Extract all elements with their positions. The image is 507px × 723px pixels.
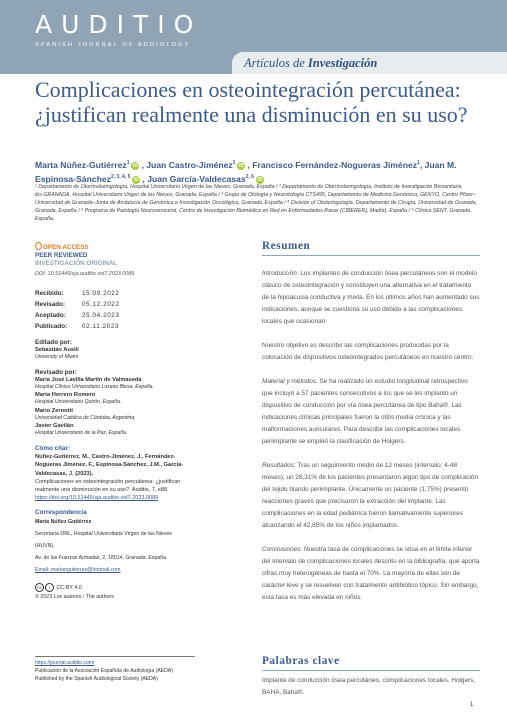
open-access-lock-icon xyxy=(35,242,42,250)
journal-logo: AUDITIO xyxy=(35,10,203,39)
correspondence-address-1: Secretaría ORL, Hospital Universitario Virgen de las Nieves (HUVN), xyxy=(35,531,172,550)
date-value: 15.09.2022 xyxy=(82,290,120,297)
correspondence-name: Marta Núñez Gutiérrez xyxy=(35,519,92,526)
abstract-conclusions xyxy=(262,544,480,604)
date-label: Recibido: xyxy=(35,290,64,297)
peer-reviewed-label: PEER REVIEWED xyxy=(35,252,88,259)
open-access-label xyxy=(35,242,190,251)
date-row xyxy=(35,288,190,299)
publisher-line-en: Published by the Spanish Audiological Society (AEDA) xyxy=(35,676,158,683)
abstract-introduction xyxy=(262,268,480,328)
date-value: 25.04.2023 xyxy=(82,312,120,319)
section-prefix: Artículos de xyxy=(244,56,308,70)
correspondence-block xyxy=(35,509,190,576)
copyright-text: © 2023 Los autores / The authors xyxy=(35,594,114,601)
citation-text: Complicaciones en osteointegración percutánea: ¿justifican realmente una disminución en su uso?. Auditio, 7, e88. xyxy=(35,478,181,493)
editor-block xyxy=(35,339,190,362)
keywords-section xyxy=(262,655,480,671)
keywords-text: Implante de conducción ósea percutáneo, complicaciones locales, Holgers, BAHA, Baha®. xyxy=(262,677,476,696)
citation-label: Cómo citar: xyxy=(35,444,70,452)
reviewer-institution: Universidad Católica de Córdoba, Argentina. xyxy=(35,414,136,421)
date-row xyxy=(35,299,190,310)
affiliations: ¹ Departamento de Otorrinolaringología, Hospital Universitario Virgen de las Nieves, Granada, España / ² Departamento de Otorrinolaringología, Instituto de Investigación Biosanitaria ibs.GRANADA, Hospital Universitario Virgen de las Nieves, Granada, España / ³ Grupo de Otología y Neurotología CTS495, Departamento de Medicina Genómica, GENYO, Centro Pfizer–Universidad de Granada–Junta de Andalucía de Genómica e Investigación Oncológica, Granada, España / ⁴ División of Otolaringología, Departamento de Cirugía, Universidad de Granada, Granada, España / ⁵ Programa de Patología Neurosensorial, Centro de Investigación Biomédica en Red en Enfermedades Raras (CIBERER), Madrid, España / ⁶ Clínica SENT, Granada, España. xyxy=(35,184,478,223)
abstract-objective: Nuestro objetivo es describir las complicaciones producidas por la colocación de dispositivos osteointegrados percutáneos en nuestro centro. xyxy=(262,342,474,361)
author-affil-sup: 2, 6 xyxy=(245,174,254,181)
author-list: Marta Núñez-Gutiérrez$^1$ iD , Juan Castro-Jiménez$^1$ iD , Francisco Fernández-Nogueras Jiménez$^1$, Juan M. Espinosa-Sánchez$^{2, 3, 4, 5}$ iD , Juan García-Valdecasas$^{2, 6}$ iD xyxy=(35,159,457,185)
intro-label: Introducción: xyxy=(262,270,299,277)
methods-text: Se ha realizado un estudio longitudinal retrospectivo que incluyó a 57 pacientes consecutivos a los que se les implantó un dispositivo de conducción por vía ósea percutánea de tipo Baha®. Las indicaciones clínicas principales fueron la otitis media crónica y las malformaciones auriculares. Para describir las complicaciones locales periimplante se empleó la clasificación de Holgers. xyxy=(262,378,468,445)
article-title: Complicaciones en osteointegración percutánea: ¿justifican realmente una disminución en su uso? xyxy=(35,77,468,127)
correspondence-label: Correspondencia xyxy=(35,509,87,517)
orcid-icon[interactable]: iD xyxy=(257,176,263,183)
doi: DOI: 10.51445/sja.auditio.vol7.2023.0089 xyxy=(35,271,135,277)
date-list xyxy=(35,288,190,332)
reviewers-label: Revisado por: xyxy=(35,368,77,376)
author-name: Francisco Fernández-Nogueras Jiménez xyxy=(252,159,418,170)
journal-url-link[interactable]: https://journal.auditio.com/ xyxy=(35,660,95,666)
journal-header xyxy=(0,0,507,74)
license-text: CC-BY 4.0 xyxy=(56,585,82,592)
abstract-heading: Resumen xyxy=(262,240,480,256)
intro-text: Los implantes de conducción ósea percutáneos son el modelo clásico de osteointegración y constituyen una alternativa en el tratamiento de la hipoacusia conductiva y mixta. En los últimos años han aumentado sus indicaciones, aunque se cuestiona su uso debido a las complicaciones locales que ocasionan. xyxy=(262,270,480,325)
keywords-heading: Palabras clave xyxy=(262,655,480,671)
author-affil-sup: 2, 3, 4, 5 xyxy=(110,174,131,181)
orcid-icon[interactable]: iD xyxy=(238,162,244,169)
editor-label: Editado por: xyxy=(35,339,73,346)
results-text: Tras un seguimiento medio de 12 meses (intervalo: 4-48 meses), un 26,31% de los pacientes presentaron algún tipo de complicación del tejido blando periimplante. Únicamente un paciente (1,75%) presentó reacciones graves que precisaron la extracción del implante. Las complicaciones en la edad pediátrica fueron llamativamente superiores alcanzando el 42,85% de los niños implantados. xyxy=(262,462,478,529)
attribution-icon: i xyxy=(45,583,54,592)
conclusions-text: Nuestra tasa de complicaciones se sitúa en el límite inferior del intervalo de complicaciones locales descrito en la bibliografía, que aporta cifras muy heterogéneas de hasta el 70%. La mayoría de ellas son de carácter leve y se resuelven con tratamiento antibiótico tópico. Sin embargo, esta tasa es más elevada en niños. xyxy=(262,546,480,601)
page-number: 1 xyxy=(470,702,474,708)
open-access-text: OPEN ACCESS xyxy=(43,244,89,251)
date-value: 05.12.2022 xyxy=(82,301,120,308)
reviewer-institution: Hospital Clínico Universitario Lozano Blesa, España. xyxy=(35,383,154,390)
reviewer-institution: Hospital Universitario de la Paz, España. xyxy=(35,430,128,437)
author-name: Juan García-Valdecasas xyxy=(147,174,246,185)
date-label: Aceptado: xyxy=(35,312,66,319)
reviewer-name: Javier Gavilán xyxy=(35,423,74,430)
results-label: Resultados: xyxy=(262,462,296,469)
citation-doi-link[interactable]: https://doi.org/10.51445/sja.auditio.vol7.2023.0089 xyxy=(35,495,159,502)
license-block xyxy=(35,583,190,602)
editor-name: Sebastián Ausili xyxy=(35,347,79,353)
article-info-column xyxy=(35,242,190,602)
correspondence-email-link[interactable]: Email: martangutierrez@hotmail.com xyxy=(35,567,121,574)
section-tab xyxy=(232,52,507,74)
correspondence-address-2: Av. de las Fuerzas Armadas, 2, 18014, Granada. España. xyxy=(35,555,168,562)
section-name: Investigación xyxy=(307,56,378,70)
citation-block xyxy=(35,445,190,502)
citation-authors: Núñez-Gutiérrez, M., Castro-Jiménez, J., Fernández-Nogueras Jiménez, F., Espinosa-Sánchez, J.M., García-Valdecasas, J. (2023). xyxy=(35,454,184,477)
methods-label: Material y métodos: xyxy=(262,378,318,385)
date-row xyxy=(35,310,190,321)
reviewer-name: Mario Zernotti xyxy=(35,407,73,414)
author-affil-sup: 1 xyxy=(417,160,420,166)
reviewer-institution: Hospital Universitario Quirón, España. xyxy=(35,399,122,406)
conclusions-label: Conclusiones: xyxy=(262,546,303,553)
footer-divider xyxy=(35,656,195,657)
date-label: Publicado: xyxy=(35,323,68,330)
date-row xyxy=(35,321,190,332)
author-affil-sup: 1 xyxy=(232,160,236,166)
orcid-icon[interactable]: iD xyxy=(132,162,138,169)
abstract-methods xyxy=(262,376,480,448)
author-name: Juan M. Espinosa-Sánchez xyxy=(35,159,457,185)
orcid-icon[interactable]: iD xyxy=(133,176,139,183)
publisher-line-es: Publicación de la Asociación Española de Audiología (AEDA) xyxy=(35,668,173,675)
abstract-section xyxy=(262,240,480,604)
reviewer-name: María José Lavilla Martín de Valmaseda xyxy=(35,376,142,383)
author-name: Juan Castro-Jiménez xyxy=(146,159,233,170)
article-type-label: INVESTIGACIÓN ORIGINAL xyxy=(35,260,118,267)
abstract-results xyxy=(262,460,480,532)
reviewer-name: Marta Herrero Romero xyxy=(35,392,96,399)
creative-commons-icon: cc xyxy=(35,583,44,592)
license-line xyxy=(35,583,190,593)
journal-logo-subtitle: SPANISH JOURNAL OF AUDIOLOGY xyxy=(35,42,191,48)
date-label: Revisado: xyxy=(35,301,66,308)
editor-institution: University of Miami xyxy=(35,354,79,360)
date-value: 02.11.2023 xyxy=(82,323,120,330)
author-affil-sup: 1 xyxy=(126,160,130,166)
publisher-footer xyxy=(35,656,205,684)
reviewers-block xyxy=(35,369,190,438)
author-name: Marta Núñez-Gutiérrez xyxy=(35,159,127,170)
